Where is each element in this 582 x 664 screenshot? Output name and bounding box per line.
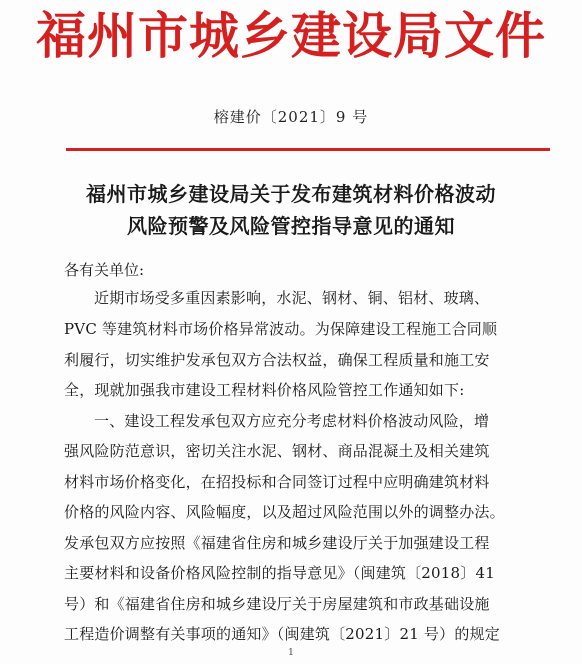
salutation: 各有关单位: (64, 261, 145, 279)
body-line: 材料市场价格变化，在招投标和合同签订过程中应明确建筑材料 (64, 473, 490, 491)
body-line: 利履行，切实维护发承包双方合法权益，确保工程质量和施工安 (64, 351, 490, 369)
body-line: 主要材料和设备价格风险控制的指导意见》（闽建筑〔2018〕41 (64, 564, 495, 582)
page-number: 1 (288, 648, 294, 658)
body-line: 强风险防范意识，密切关注水泥、钢材、商品混凝土及相关建筑 (64, 442, 490, 460)
notice-title-line-1: 福州市城乡建设局关于发布建筑材料价格波动 (86, 182, 496, 206)
body-line: 工程造价调整有关事项的通知》（闽建筑〔2021〕21 号）的规定 (64, 625, 500, 643)
body-line: 全，现就加强我市建设工程材料价格风险管控工作通知如下: (64, 381, 465, 399)
notice-title-line-2: 风险预警及风险管控指导意见的通知 (127, 214, 455, 238)
document-number: 榕建价〔2021〕9 号 (213, 108, 369, 126)
body-line: 近期市场受多重因素影响，水泥、钢材、铜、铝材、玻璃、 (94, 289, 490, 307)
red-divider-line (66, 148, 550, 151)
body-line: PVC 等建筑材料市场价格异常波动。为保障建设工程施工合同顺 (64, 320, 498, 338)
body-line: 一、建设工程发承包双方应充分考虑材料价格波动风险，增 (94, 412, 490, 430)
masthead-title: 福州市城乡建设局文件 (36, 6, 546, 65)
body-line: 发承包双方应按照《福建省住房和城乡建设厅关于加强建设工程 (64, 534, 490, 552)
body-line: 价格的风险内容、风险幅度，以及超过风险范围以外的调整办法。 (64, 503, 505, 521)
body-line: 号）和《福建省住房和城乡建设厅关于房屋建筑和市政基础设施 (64, 595, 490, 613)
